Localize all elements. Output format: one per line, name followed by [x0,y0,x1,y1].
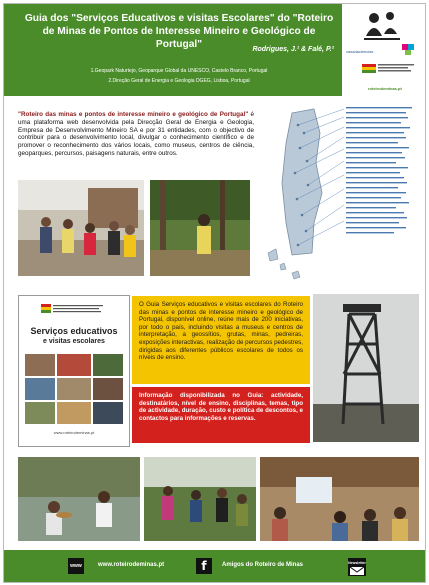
photo-outdoor-group [144,457,256,541]
yellow-box-text: O Guia Serviços educativos e visitas escolares do Roteiro das minas e pontos de interesse mineiro e geológico de Portugal, disponível online, reúne mais de 200 iniciativas, por todo o país, incluindo visitas a museus e centros de interpretação, a geossítios, grutas, minas, pedreiras, exposições interactivas, realização de percursos pedestres, dirigidas aos diferentes públicos escolares de todos os níveis de ensino. [139,301,303,362]
facebook-link[interactable]: Amigos do Roteiro de Minas [222,562,304,568]
affiliation-2: 2.Direção Geral de Energia e Geologia DGEG, Lisboa, Portugal [108,78,250,84]
ciencia-square-icon [402,44,408,50]
brochure-art [19,296,129,446]
footer-url-link[interactable]: www.roteirodeminas.pt [98,562,165,568]
photo-classroom [260,457,419,541]
brochure-url: www.roteirodeminas.pt [53,430,95,435]
footer-bar [4,550,425,582]
poster-title: Guia dos "Serviços Educativos e visitas Escolares" do "Roteiro de Minas de Pontos de Interesse Mineiro e Geológico de Portugal" [24,13,334,50]
facebook-icon[interactable]: f [196,558,212,574]
red-info-box [132,387,310,443]
classroom-image [260,457,419,541]
newsletter-icon[interactable] [348,558,366,576]
brochure-title: Serviços educativos [30,326,118,336]
header-banner [4,4,425,96]
logos-panel [342,4,425,96]
river-panning-image [18,457,140,541]
yellow-info-box [132,296,310,384]
brochure-cover [18,295,130,447]
outdoor-group-image [144,457,256,541]
logo-roteiro-text: roteirodeminas.pt [368,86,402,91]
envelope-icon [350,567,364,575]
www-icon[interactable]: www [68,558,84,574]
roteiro-logo-icon [362,64,414,73]
group-visit-image [18,180,144,276]
photo-forest-walk [150,180,250,276]
poster [3,3,426,583]
map-panel [262,103,422,303]
intro-text: é uma plataforma web desenvolvida pela Direcção Geral de Energia e Geologia, Empresa de Desenvolvimento Mineiro SA e por 31 entidades, com o objectivo de contribuir para o desenvolvimento local, divulgar o conhecimento científico e de promover o reconhecimento dos vários locais, como museus, centros de ciência, geoparques, percursos, paisagens naturais, entre outros. [18,111,254,157]
affiliation-1: 1.Geopark Naturtejo, Geoparque Global da UNESCO, Castelo Branco, Portugal [90,68,268,74]
logo-ciencia-text: casadaciencias [346,49,374,54]
mine-tower-image [313,294,419,442]
red-box-text: Informação disponibilizada no Guia: actividade, destinatários, nível de ensino, disciplinas, temas, tipo de actividade, duração, custo e política de descontos, e contactos para informações e reservas. [139,392,303,422]
authors: Rodrigues, J.¹ & Falé, P.² [252,46,334,53]
photo-river-panning [18,457,140,541]
portugal-map-image [262,103,422,303]
intro-paragraph [18,111,254,158]
photo-group-visit [18,180,144,276]
photo-mine-tower [313,294,419,442]
intro-bold-lead: "Roteiro das minas e pontos de interesse mineiro e geológico de Portugal" [18,111,249,118]
forest-walk-image [150,180,250,276]
newsletter-label: Newsletter [348,561,366,565]
brochure-subtitle: e visitas escolares [43,338,105,345]
figures-logo-icon [364,12,400,40]
